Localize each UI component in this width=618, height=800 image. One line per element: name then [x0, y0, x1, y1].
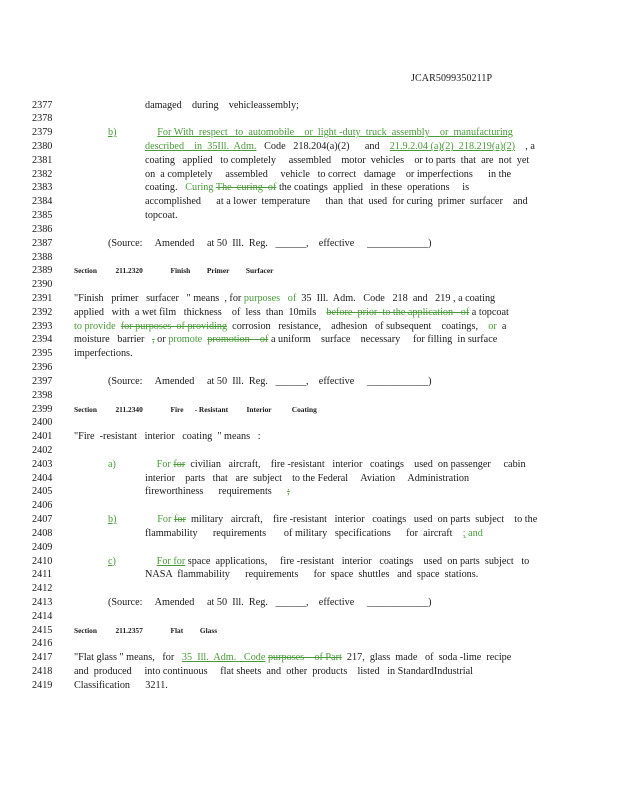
text-run: imperfections.: [74, 348, 133, 360]
document-line: [0, 375, 618, 388]
deleted-text: ,: [152, 334, 155, 346]
inserted-text: to provide: [74, 320, 116, 332]
document-line: [0, 416, 618, 429]
line-text: [108, 126, 513, 139]
inserted-text: described in 35Ill. Adm.: [145, 140, 257, 152]
deleted-text: for: [173, 458, 186, 470]
text-run: [280, 293, 288, 304]
document-line: [0, 251, 618, 264]
text-run: applied with a wet film thickness of less than 10mils: [74, 306, 327, 318]
line-text: [145, 168, 511, 181]
inserted-text: For: [157, 514, 172, 526]
line-text: [74, 679, 168, 692]
text-run: accomplished at a lower temperature than that used for curing primer surfacer and: [145, 196, 528, 208]
line-number: 2407: [32, 514, 53, 526]
deleted-text: before prior to the application of: [326, 306, 470, 318]
line-number: 2411: [32, 569, 52, 581]
line-number: 2386: [32, 223, 53, 235]
line-text: [145, 154, 529, 167]
line-number: 2404: [32, 472, 53, 484]
text-run: [117, 514, 158, 525]
text-run: [117, 127, 158, 138]
line-text: [108, 375, 432, 388]
text-run: military aircraft, fire -resistant interior coatings used on parts subject to the: [185, 514, 538, 526]
document-line: [0, 555, 618, 568]
text-run: NASA flammability requirements for space shuttles and space stations.: [145, 569, 479, 581]
text-run: damaged during vehicleassembly;: [145, 99, 299, 111]
inserted-text: 35 Ill. Adm. Code: [181, 652, 266, 664]
text-run: coating.: [145, 182, 186, 194]
text-run: fireworthiness requirements: [145, 486, 288, 498]
text-run: the coatings applied in these operations is: [276, 182, 470, 194]
line-number: 2398: [32, 389, 53, 401]
text-run: civilian aircraft, fire -resistant interior coatings used on passenger cabin: [185, 458, 526, 470]
deleted-text: for: [173, 514, 186, 526]
deleted-text: for purposes of providing: [120, 320, 228, 332]
inserted-text: 21.9.2.04 (a)(2) 218.219(a)(2): [389, 140, 516, 152]
line-number: 2390: [32, 279, 53, 291]
line-number: 2393: [32, 320, 53, 332]
inserted-text: For: [156, 458, 171, 470]
document-line: [0, 472, 618, 485]
line-number: 2391: [32, 292, 53, 304]
deleted-text: The curing of: [215, 182, 277, 194]
inserted-text: ;: [462, 527, 466, 539]
inserted-text: or: [488, 320, 497, 332]
line-number: 2412: [32, 583, 53, 595]
line-number: 2383: [32, 182, 53, 194]
document-line: [0, 140, 618, 153]
line-text: [145, 472, 469, 485]
inserted-text: and: [468, 527, 483, 539]
text-run: (Source: Amended at 50 Ill. Reg. ______, effective ____________): [108, 375, 432, 387]
line-number: 2402: [32, 445, 53, 456]
document-id-header: JCAR5099350211P: [411, 73, 493, 84]
document-line: [0, 541, 618, 554]
document-line: [0, 485, 618, 498]
document-line: [0, 458, 618, 471]
line-text: [74, 292, 495, 305]
line-text: [108, 237, 432, 250]
text-run: "Fire -resistant interior coating " means :: [74, 431, 261, 443]
document-line: [0, 651, 618, 664]
inserted-text: purposes: [243, 292, 281, 304]
line-number: 2396: [32, 362, 53, 374]
inserted-text: For for: [156, 555, 186, 567]
inserted-text: b): [108, 127, 117, 139]
line-text: [108, 458, 526, 471]
line-text: [145, 195, 528, 208]
document-line: [0, 568, 618, 581]
text-run: Section 211.2320 Finish Primer Surfacer: [74, 266, 274, 276]
document-line: [0, 209, 618, 222]
line-number: 2397: [32, 375, 53, 387]
document-line: [0, 264, 618, 277]
text-run: a topcoat: [469, 306, 509, 318]
document-line: [0, 582, 618, 595]
inserted-text: of: [287, 292, 297, 304]
document-line: [0, 168, 618, 181]
text-run: Classification 3211.: [74, 679, 168, 691]
line-number: 2415: [32, 624, 53, 636]
line-text: [74, 306, 509, 319]
document-line: [0, 624, 618, 637]
inserted-text: For With respect to automobile or light -duty truck assembly or manufacturing: [157, 127, 513, 139]
document-line: [0, 347, 618, 360]
text-run: moisture barrier: [74, 334, 153, 346]
text-run: topcoat.: [145, 210, 178, 222]
text-run: interior parts that are subject to the Federal Aviation Administration: [145, 472, 470, 484]
text-run: flammability requirements of military specifications for aircraft: [145, 527, 463, 539]
text-run: "Flat glass " means, for: [74, 652, 182, 664]
line-text: [108, 555, 529, 568]
document-line: [0, 195, 618, 208]
line-text: [145, 140, 535, 153]
text-run: Section 211.2340 Fire - Resistant Interior Coating: [74, 404, 317, 414]
document-line: [0, 637, 618, 650]
line-number: 2401: [32, 431, 53, 443]
text-run: "Finish primer surfacer " means , for: [74, 292, 244, 304]
line-number: 2413: [32, 597, 53, 609]
document-line: [0, 237, 618, 250]
text-run: corrosion resistance, adhesion of subsequent coatings,: [227, 320, 489, 332]
line-number: 2381: [32, 154, 53, 166]
deleted-text: purposes of Part: [267, 652, 342, 664]
text-run: or: [154, 334, 169, 346]
document-line: [0, 610, 618, 623]
document-line: [0, 513, 618, 526]
document-line: [0, 527, 618, 540]
text-run: [116, 459, 157, 470]
line-number: 2395: [32, 348, 53, 360]
line-text: [74, 320, 506, 333]
document-line: [0, 126, 618, 139]
line-number: 2409: [32, 541, 53, 553]
line-number: 2384: [32, 196, 53, 208]
document-line: [0, 679, 618, 692]
line-text: [108, 596, 432, 609]
line-text: [145, 99, 299, 112]
document-line: [0, 223, 618, 236]
document-line: [0, 389, 618, 402]
line-text: [74, 651, 511, 664]
deleted-text: ;: [287, 486, 290, 498]
line-number: 2380: [32, 140, 53, 152]
line-number: 2416: [32, 638, 53, 650]
section-heading: [74, 264, 273, 277]
line-number: 2418: [32, 666, 53, 678]
text-run: Code 218.204(a)(2) and: [256, 140, 390, 152]
line-number: 2385: [32, 210, 53, 222]
document-line: [0, 333, 618, 346]
line-number: 2382: [32, 168, 53, 180]
document-line: [0, 665, 618, 678]
text-run: 35 Ill. Adm. Code 218 and 219 , a coating: [296, 292, 496, 304]
text-run: and produced into continuous flat sheets and other products listed in StandardIndustrial: [74, 666, 473, 678]
document-line: [0, 430, 618, 443]
inserted-text: promote: [168, 334, 203, 346]
document-line: [0, 154, 618, 167]
text-run: [116, 556, 157, 567]
line-text: [74, 430, 261, 443]
section-heading: [74, 403, 317, 416]
line-number: 2410: [32, 555, 53, 567]
line-number: 2403: [32, 458, 53, 470]
line-text: [145, 209, 178, 222]
text-run: (Source: Amended at 50 Ill. Reg. ______, effective ____________): [108, 237, 432, 249]
inserted-text: b): [108, 514, 117, 526]
document-line: [0, 444, 618, 457]
line-number: 2394: [32, 334, 53, 346]
line-text: [74, 347, 133, 360]
document-line: [0, 306, 618, 319]
deleted-text: promotion of: [207, 334, 269, 346]
line-text: [145, 527, 483, 540]
text-run: a uniform surface necessary for filling in surface: [268, 334, 498, 346]
document-line: [0, 112, 618, 125]
line-number: 2400: [32, 417, 53, 429]
document-line: [0, 499, 618, 512]
line-text: [108, 513, 537, 526]
line-text: [145, 568, 478, 581]
inserted-text: c): [108, 555, 116, 567]
inserted-text: a): [108, 458, 116, 470]
text-run: , a: [515, 140, 535, 152]
line-text: [145, 485, 290, 498]
line-number: 2379: [32, 127, 53, 139]
document-line: [0, 320, 618, 333]
line-text: [74, 333, 497, 346]
line-number: 2419: [32, 679, 53, 691]
text-run: space applications, fire -resistant interior coatings used on parts subject to: [185, 555, 530, 567]
document-line: [0, 361, 618, 374]
document-line: [0, 181, 618, 194]
line-number: 2414: [32, 610, 53, 622]
section-heading: [74, 624, 217, 637]
text-run: (Source: Amended at 50 Ill. Reg. ______, effective ____________): [108, 597, 432, 609]
text-run: on a completely assembled vehicle to correct damage or imperfections in the: [145, 168, 512, 180]
line-number: 2417: [32, 652, 53, 664]
line-number: 2389: [32, 265, 53, 277]
line-number: 2406: [32, 500, 53, 512]
text-run: coating applied to completely assembled motor vehicles or to parts that are not yet: [145, 154, 530, 166]
document-line: [0, 292, 618, 305]
line-text: [145, 181, 469, 194]
document-line: [0, 403, 618, 416]
inserted-text: Curing: [185, 182, 216, 194]
line-number: 2392: [32, 306, 53, 318]
document-line: [0, 99, 618, 112]
document-line: [0, 278, 618, 291]
line-number: 2388: [32, 251, 53, 263]
line-number: 2377: [32, 99, 53, 111]
line-number: 2387: [32, 237, 53, 249]
line-number: 2408: [32, 527, 53, 539]
document-line: [0, 596, 618, 609]
line-text: [74, 665, 473, 678]
line-number: 2405: [32, 486, 53, 498]
text-run: Section 211.2357 Flat Glass: [74, 625, 218, 635]
text-run: a: [496, 320, 507, 332]
line-number: 2378: [32, 113, 53, 125]
line-number: 2399: [32, 403, 53, 415]
text-run: 217, glass made of soda -lime recipe: [341, 652, 512, 664]
